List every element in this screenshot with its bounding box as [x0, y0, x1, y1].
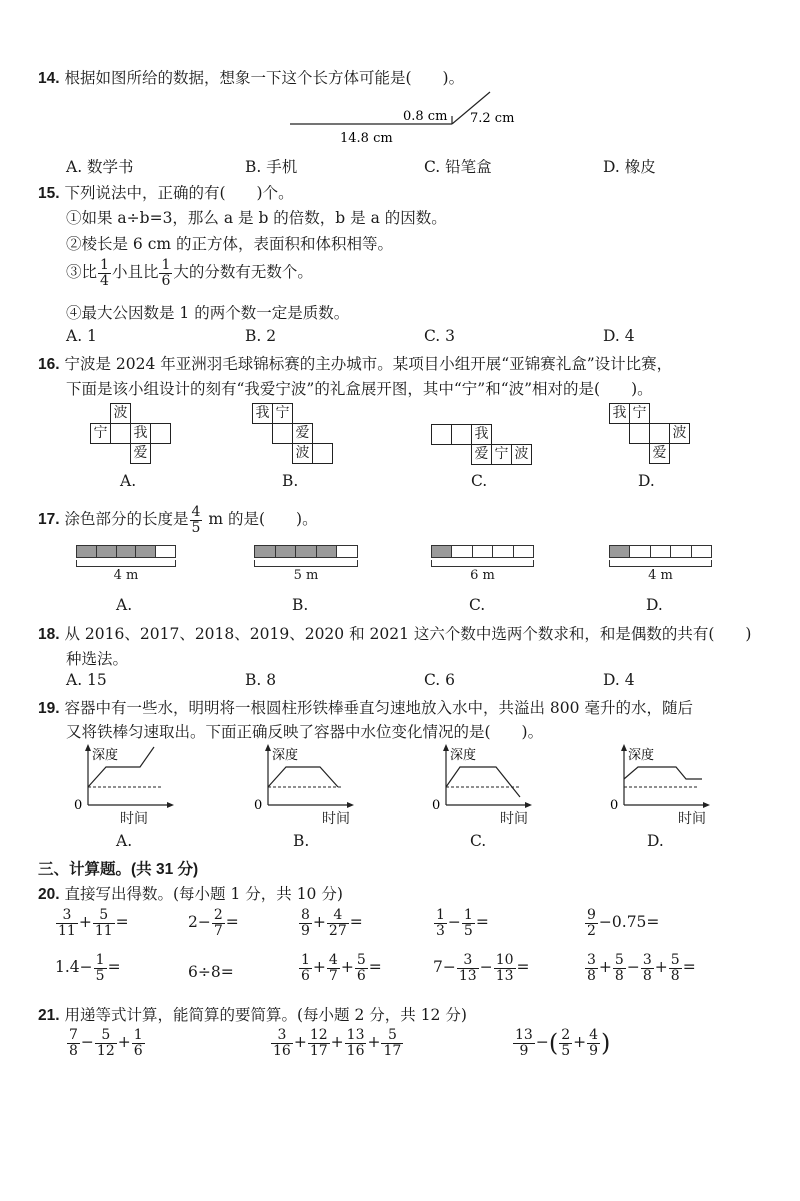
y-axis-arrow-icon [621, 744, 627, 751]
segment-bar [76, 545, 176, 558]
net-cell: 爱 [472, 445, 492, 465]
q20-expr-3 [298, 908, 363, 938]
frac-num: 1 [463, 907, 473, 923]
water-level-curve [624, 767, 702, 779]
frac-den: 13 [458, 967, 477, 984]
frac-num: 2 [561, 1027, 571, 1043]
segment-bar [431, 545, 534, 558]
y-axis-arrow-icon [85, 744, 91, 751]
frac-num: 1 [301, 952, 310, 968]
net-cell: 我 [131, 424, 151, 444]
q16-number: 16. [38, 356, 60, 373]
operator: − [447, 913, 461, 932]
q14-label-length: 14.8 cm [340, 131, 393, 146]
frac-num: 13 [515, 1027, 533, 1043]
q17-number: 17. [38, 511, 60, 529]
operator: − [535, 1033, 549, 1052]
frac-den: 9 [519, 1042, 529, 1059]
q15-statement-2: ②棱长是 6 cm 的正方体，表面积和体积相等。 [66, 235, 394, 253]
q14-cuboid-figure [280, 88, 540, 148]
operator: + [78, 913, 92, 932]
q19-option-b[interactable]: B. [293, 832, 310, 850]
q16-text-line2: 下面是该小组设计的刻有“我爱宁波”的礼盒展开图，其中“宁”和“波”相对的是( )。 [66, 380, 653, 398]
frac-den: 3 [436, 922, 445, 939]
water-level-curve [446, 767, 520, 797]
q16-net-d [609, 403, 690, 464]
frac-den: 8 [642, 967, 652, 984]
net-cell: 宁 [630, 404, 650, 424]
q19-option-d[interactable]: D. [647, 832, 664, 850]
length-brace [76, 560, 176, 567]
x-axis-arrow-icon [167, 802, 174, 808]
length-brace [609, 560, 712, 567]
q19-text-line2: 又将铁棒匀速取出。下面正确反映了容器中水位变化情况的是( )。 [66, 723, 544, 741]
y-axis-label: 深度 [450, 748, 477, 763]
y-axis-label: 深度 [628, 748, 655, 763]
frac-den: 17 [309, 1042, 328, 1059]
net-cell: 宁 [492, 445, 512, 465]
q19-option-c[interactable]: C. [470, 832, 487, 850]
q15-f1-den: 4 [100, 272, 109, 289]
q15-statement-1: ①如果 a÷b=3，那么 a 是 b 的倍数，b 是 a 的因数。 [66, 209, 447, 227]
q17-option-b[interactable]: B. [292, 596, 309, 614]
frac-num: 5 [381, 1028, 403, 1044]
q14-stem [38, 66, 464, 88]
q17-frac-num: 4 [191, 504, 201, 520]
q17-option-c[interactable]: C. [469, 596, 486, 614]
q14-option-a[interactable]: A. 数学书 [66, 158, 134, 176]
y-axis-arrow-icon [443, 744, 449, 751]
q16-option-c[interactable]: C. [471, 472, 488, 490]
water-level-curve [268, 767, 338, 787]
q15-stem [38, 181, 294, 203]
q16-option-d[interactable]: D. [638, 472, 655, 490]
operator: + [312, 958, 326, 977]
frac-num: 5 [95, 1028, 117, 1044]
operator: − [479, 958, 493, 977]
q21-number: 21. [38, 1007, 60, 1024]
bar-length-label: 4 m [648, 568, 673, 583]
net-cell [432, 425, 452, 445]
net-cell: 波 [111, 404, 131, 424]
frac-num: 5 [356, 952, 366, 968]
q15-number: 15. [38, 185, 60, 202]
q17-stem [38, 505, 318, 535]
net-cell [630, 424, 650, 444]
length-brace [254, 560, 358, 567]
operator: + [598, 958, 612, 977]
frac-num: 1 [133, 1027, 143, 1043]
frac-den: 8 [587, 967, 596, 984]
q15-option-d[interactable]: D. 4 [603, 327, 635, 345]
q15-text: 下列说法中，正确的有( )个。 [64, 184, 294, 202]
bar-length-label: 4 m [113, 568, 139, 583]
y-axis-arrow-icon [265, 744, 271, 751]
frac-num: 9 [587, 907, 596, 923]
frac-num: 1 [436, 907, 445, 923]
net-cell [111, 424, 131, 444]
equals-sign: = [368, 958, 382, 977]
q21-text: 用递等式计算，能简算的要简算。(每小题 2 分，共 12 分) [64, 1006, 467, 1024]
frac-den: 7 [213, 922, 223, 939]
frac-den: 9 [301, 922, 310, 939]
operator: + [330, 1033, 344, 1052]
q18-number: 18. [38, 626, 60, 643]
q20-expr-7 [188, 963, 234, 981]
frac-num: 3 [642, 952, 652, 968]
q17-bar-a [76, 545, 176, 583]
origin-label: 0 [432, 798, 441, 813]
operator: + [573, 1033, 587, 1052]
frac-num: 5 [93, 908, 115, 924]
q15-f2-num: 1 [161, 257, 171, 273]
q18-option-d[interactable]: D. 4 [603, 671, 635, 689]
frac-den: 17 [383, 1042, 402, 1059]
q19-graph-d-xlabel: 时间 [678, 811, 706, 827]
q19-text-line1: 容器中有一些水，明明将一根圆柱形铁棒垂直匀速地放入水中，共溢出 800 毫升的水，随后 [64, 699, 693, 717]
equals-sign: = [220, 963, 234, 981]
segment-bar [609, 545, 712, 558]
origin-label: 0 [254, 798, 263, 813]
q19-number: 19. [38, 700, 60, 717]
frac-den: 11 [58, 922, 76, 939]
q20-expr-6 [55, 953, 121, 983]
prefix: 7− [433, 958, 456, 977]
frac-den: 6 [133, 1042, 143, 1059]
q18-text-line1: 从 2016、2017、2018、2019、2020 和 2021 这六个数中选两个数求和，和是偶数的共有( ) [64, 625, 752, 643]
net-cell: 我 [472, 425, 492, 445]
equals-sign: = [115, 913, 129, 932]
q19-option-a[interactable]: A. [116, 832, 133, 850]
prefix: 1.4− [55, 958, 93, 977]
y-axis-label: 深度 [272, 748, 299, 763]
frac-num: 10 [495, 952, 514, 968]
q17-frac-den: 5 [191, 519, 201, 536]
q20-expr-10 [584, 953, 696, 983]
q21-expr-2 [270, 1028, 404, 1058]
q14-text: 根据如图所给的数据，想象一下这个长方体可能是( )。 [64, 69, 465, 87]
q15-s3-text-a: ③比 [66, 263, 98, 282]
q14-label-width: 7.2 cm [470, 111, 515, 126]
frac-num: 8 [301, 907, 310, 923]
q19-stem-line1 [38, 696, 693, 718]
operator: + [312, 913, 326, 932]
operator: − [626, 958, 640, 977]
q18-option-a[interactable]: A. 15 [66, 671, 107, 689]
equals-sign: = [682, 958, 696, 977]
frac-den: 2 [587, 922, 596, 939]
q20-stem [38, 882, 343, 904]
frac-num: 4 [328, 952, 338, 968]
prefix: 2− [188, 913, 211, 932]
frac-num: 3 [56, 908, 78, 924]
q17-text-a: 涂色部分的长度是 [64, 510, 189, 529]
equals-sign: = [475, 913, 489, 932]
q19-graph-a-xlabel: 时间 [120, 811, 148, 827]
origin-label: 0 [610, 798, 619, 813]
q20-expr-2 [188, 908, 239, 938]
frac-den: 13 [495, 967, 514, 984]
net-cell [452, 425, 472, 445]
q15-statement-3 [66, 258, 313, 288]
q17-bar-b [254, 545, 358, 583]
frac-den: 11 [94, 922, 113, 939]
q20-text: 直接写出得数。(每小题 1 分，共 10 分) [64, 885, 343, 903]
q17-option-a[interactable]: A. [116, 596, 133, 614]
net-cell: 宁 [273, 404, 293, 424]
net-cell: 我 [253, 404, 273, 424]
frac-num: 5 [614, 952, 624, 968]
q16-net-a [90, 403, 171, 464]
q17-text-b: m 的是( )。 [203, 510, 318, 529]
operator: + [654, 958, 668, 977]
expression-text: 6÷8 [188, 963, 221, 981]
q17-bar-d [609, 545, 712, 583]
frac-num: 1 [95, 952, 105, 968]
net-cell: 爱 [293, 424, 313, 444]
equals-sign: = [225, 913, 239, 932]
q17-fraction-4-5 [190, 505, 203, 535]
frac-den: 9 [589, 1042, 599, 1059]
net-cell [151, 424, 171, 444]
q16-option-a[interactable]: A. [120, 472, 137, 490]
q18-stem-line1 [38, 622, 751, 644]
q18-option-c[interactable]: C. 6 [424, 671, 456, 689]
operator: + [340, 958, 354, 977]
frac-den: 8 [670, 967, 680, 984]
q19-graph-b-xlabel: 时间 [322, 811, 350, 827]
q20-number: 20. [38, 886, 60, 903]
bar-length-label: 6 m [470, 568, 495, 583]
net-cell: 宁 [91, 424, 111, 444]
operator: + [117, 1033, 131, 1052]
q21-expr-3 [512, 1028, 610, 1058]
frac-num: 4 [327, 908, 349, 924]
frac-num: 5 [670, 952, 680, 968]
net-cell: 我 [610, 404, 630, 424]
frac-num: 3 [271, 1028, 293, 1044]
q15-s3-text-c: 大的分数有无数个。 [173, 263, 313, 282]
length-brace [431, 560, 534, 567]
right-paren: ) [601, 1029, 611, 1058]
q15-fraction-1-6 [159, 258, 172, 288]
q15-f1-num: 1 [100, 257, 109, 273]
frac-num: 13 [346, 1027, 365, 1043]
frac-num: 4 [589, 1027, 599, 1043]
net-cell: 波 [293, 444, 313, 464]
frac-den: 5 [561, 1042, 571, 1059]
q20-expr-4 [433, 908, 489, 938]
net-cell [650, 424, 670, 444]
origin-label: 0 [74, 798, 83, 813]
q21-expr-1 [66, 1028, 146, 1058]
q14-option-b[interactable]: B. 手机 [245, 158, 298, 176]
q15-s3-text-b: 小且比 [111, 263, 159, 282]
q16-stem-line1 [38, 352, 672, 374]
suffix: −0.75 [598, 913, 647, 932]
q20-expr-1 [55, 908, 129, 938]
frac-den: 6 [301, 967, 310, 984]
frac-num: 12 [309, 1027, 328, 1043]
equals-sign: = [516, 958, 530, 977]
frac-den: 5 [95, 967, 105, 984]
section-3-title: 三、计算题。(共 31 分) [38, 861, 199, 878]
q15-fraction-1-4 [98, 258, 111, 288]
q17-bar-c [431, 545, 534, 583]
operator: + [367, 1033, 381, 1052]
segment-bar [254, 545, 358, 558]
q14-number: 14. [38, 70, 60, 87]
bar-length-label: 5 m [293, 568, 319, 583]
frac-num: 2 [213, 907, 223, 923]
q21-stem [38, 1003, 467, 1025]
equals-sign: = [107, 958, 121, 977]
q14-label-height: 0.8 cm [403, 109, 448, 124]
q15-option-a[interactable]: A. 1 [66, 327, 97, 345]
q16-option-b[interactable]: B. [282, 472, 299, 490]
left-paren: ( [548, 1029, 559, 1058]
q15-option-c[interactable]: C. 3 [424, 327, 456, 345]
q16-net-c [431, 424, 532, 465]
y-axis-label: 深度 [92, 748, 119, 763]
frac-den: 16 [346, 1042, 365, 1059]
frac-den: 6 [356, 967, 366, 984]
net-cell: 爱 [650, 444, 670, 464]
net-cell [273, 424, 293, 444]
q16-text-line1: 宁波是 2024 年亚洲羽毛球锦标赛的主办城市。某项目小组开展“亚锦赛礼盒”设计比赛， [64, 355, 673, 373]
net-cell [313, 444, 333, 464]
q18-option-b[interactable]: B. 8 [245, 671, 277, 689]
q15-f2-den: 6 [161, 272, 171, 289]
q18-text-line2: 种选法。 [66, 650, 129, 668]
q14-option-c[interactable]: C. 铅笔盒 [424, 158, 492, 176]
frac-den: 5 [463, 922, 473, 939]
net-cell: 爱 [131, 444, 151, 464]
operator: − [80, 1033, 94, 1052]
frac-den: 16 [273, 1042, 291, 1059]
frac-den: 7 [328, 967, 338, 984]
frac-num: 3 [587, 952, 596, 968]
q20-expr-5 [584, 908, 659, 938]
q20-expr-8 [298, 953, 382, 983]
frac-den: 8 [614, 967, 624, 984]
net-cell: 波 [512, 445, 532, 465]
operator: + [293, 1033, 307, 1052]
q19-graph-c-xlabel: 时间 [500, 811, 528, 827]
q17-option-d[interactable]: D. [646, 596, 663, 614]
frac-den: 27 [328, 922, 347, 939]
frac-num: 3 [457, 953, 479, 969]
frac-den: 12 [96, 1042, 115, 1059]
q20-expr-9 [433, 953, 530, 983]
q16-net-b [252, 403, 333, 464]
equals-sign: = [646, 913, 660, 932]
frac-den: 8 [69, 1042, 78, 1059]
net-cell: 波 [670, 424, 690, 444]
frac-num: 7 [69, 1027, 78, 1043]
q15-option-b[interactable]: B. 2 [245, 327, 277, 345]
q14-option-d[interactable]: D. 橡皮 [603, 158, 656, 176]
q15-statement-4: ④最大公因数是 1 的两个数一定是质数。 [66, 304, 350, 322]
equals-sign: = [349, 913, 363, 932]
